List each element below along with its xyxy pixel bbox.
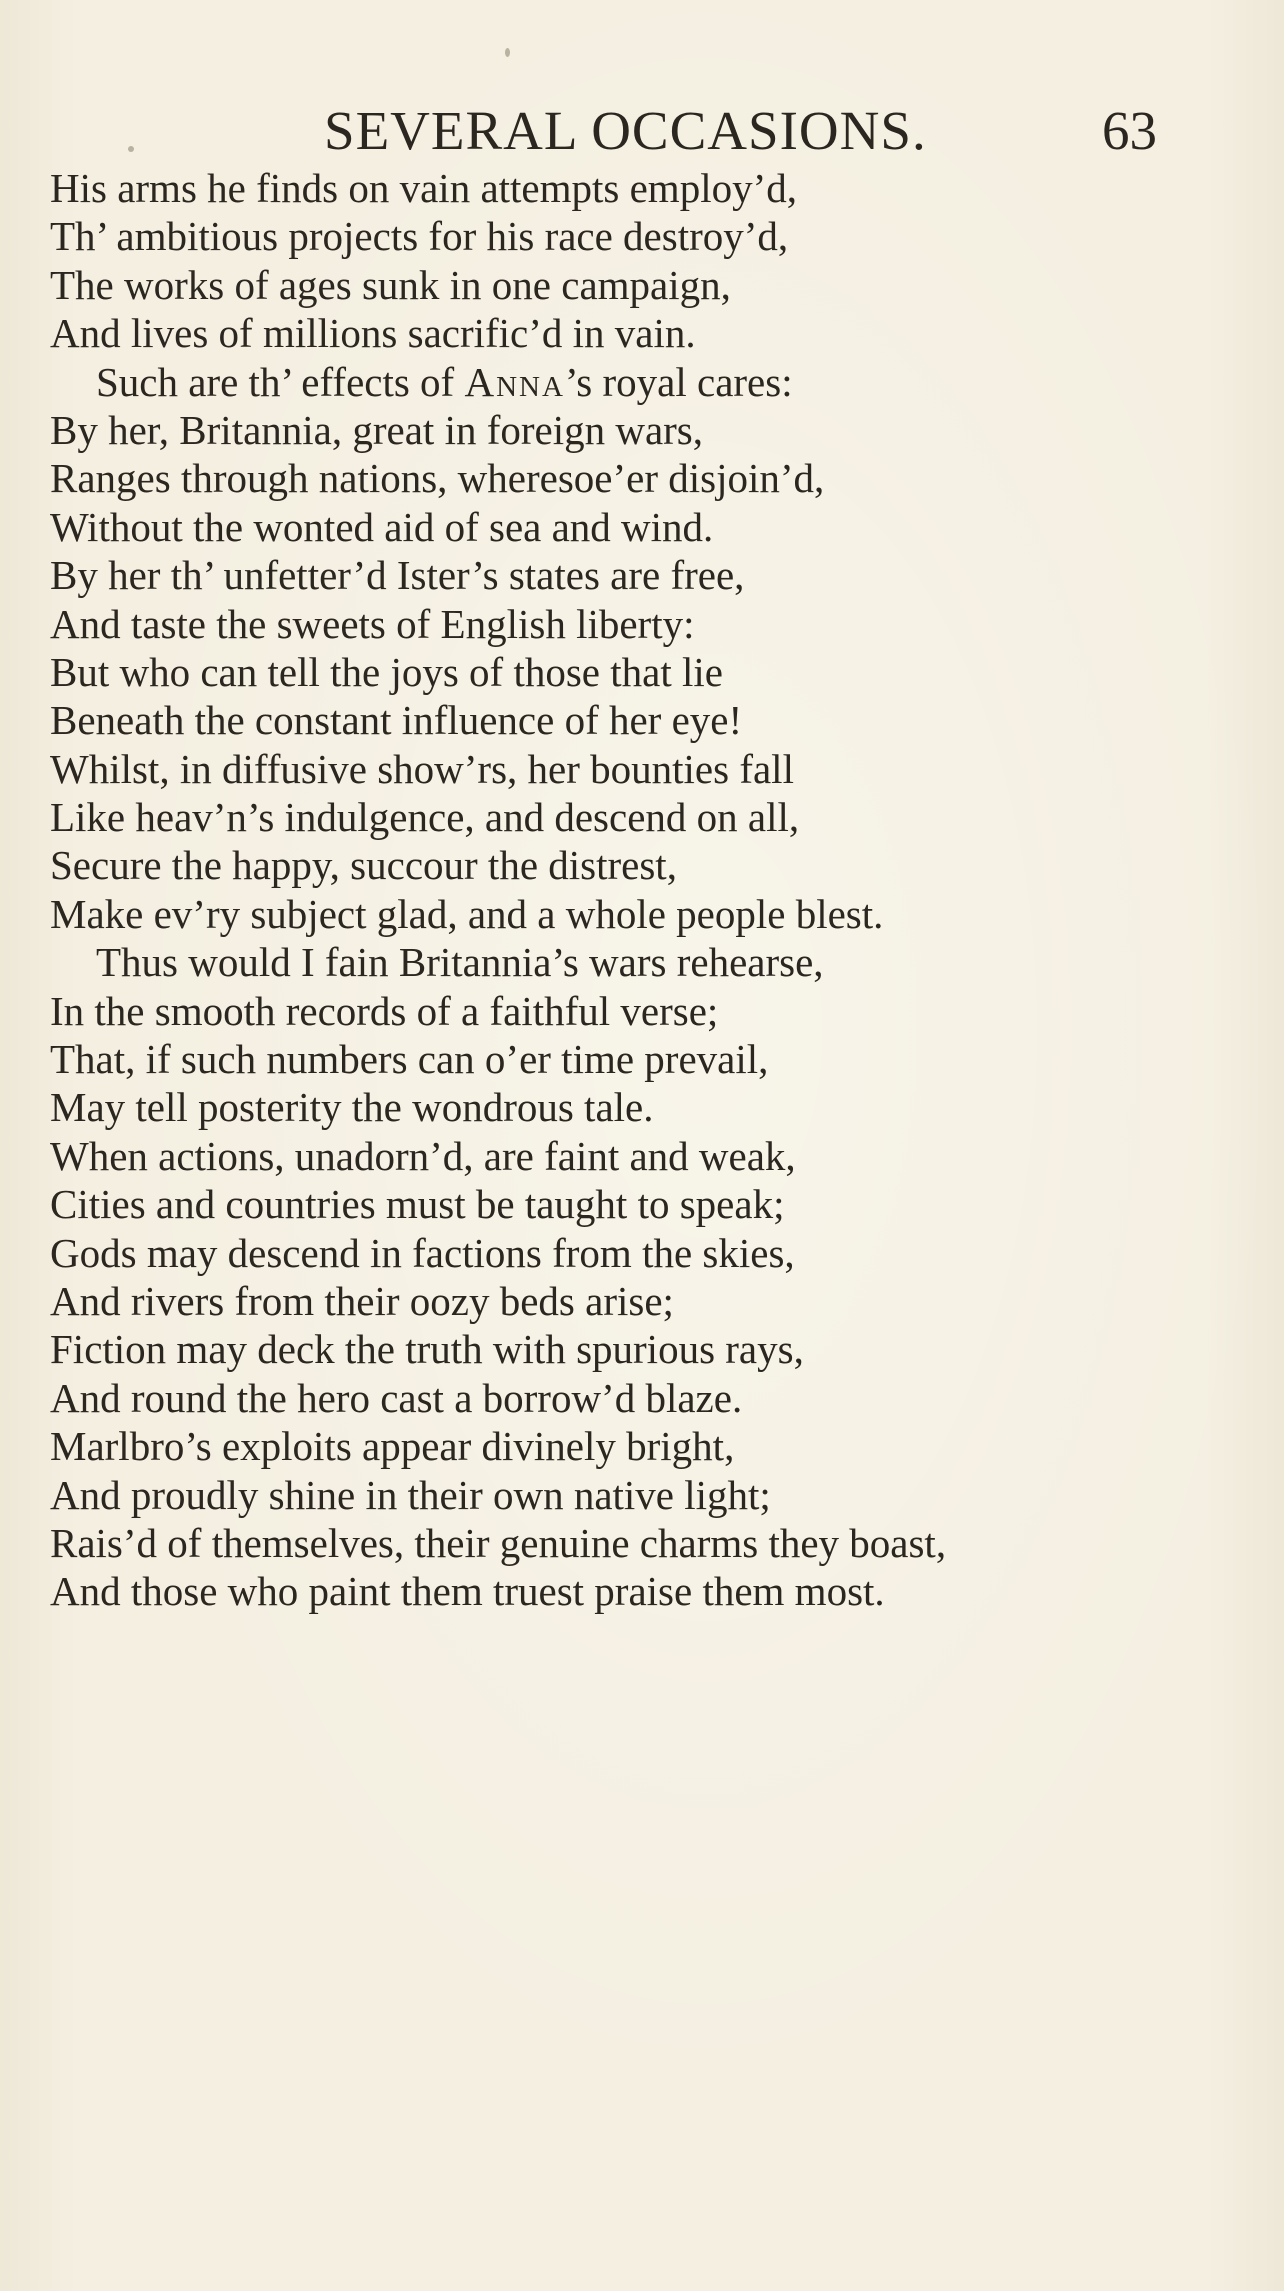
poem-line-text: The works of ages sunk in one campaign, [50,261,731,308]
poem-line [50,406,1230,454]
poem-line [50,1132,1230,1180]
poem-line [50,987,1230,1035]
poem-text [50,164,1230,1616]
poem-line-text: By her, Britannia, great in foreign wars, [50,406,704,453]
poem-line-text: And lives of millions sacrific’d in vain. [50,310,696,357]
poem-line [50,551,1230,599]
ink-speck [505,48,510,57]
poem-line [50,1325,1230,1373]
poem-line [50,1422,1230,1470]
poem-line [50,648,1230,696]
poem-line-text: May tell posterity the wondrous tale. [50,1084,654,1131]
poem-line [50,1035,1230,1083]
poem-line-text: Rais’d of themselves, their genuine charms they boast, [50,1519,947,1566]
poem-line [50,1229,1230,1277]
poem-line-text: Cities and countries must be taught to speak; [50,1181,785,1228]
poem-line [50,358,1230,406]
poem-line-text: Th’ ambitious projects for his race destroy’d, [50,213,789,260]
poem-line-text: Marlbro’s exploits appear divinely bright, [50,1423,735,1470]
poem-line [50,1567,1230,1615]
poem-line-text: Whilst, in diffusive show’rs, her bounties fall [50,745,794,792]
poem-line-text: But who can tell the joys of those that lie [50,648,723,695]
poem-name-smallcaps: Anna [464,358,565,405]
poem-line-text: And taste the sweets of English liberty: [50,600,695,647]
poem-line [50,261,1230,309]
poem-line-text: That, if such numbers can o’er time prevail, [50,1036,769,1083]
poem-line [50,1277,1230,1325]
poem-line [50,841,1230,889]
page-header [0,96,1284,166]
poem-line-text: His arms he finds on vain attempts employ’d, [50,165,797,211]
poem-line [50,503,1230,551]
poem-line-text: In the smooth records of a faithful verse; [50,987,719,1034]
poem-line [50,1471,1230,1519]
poem-line-text: Thus would I fain Britannia’s wars rehearse, [96,939,824,986]
poem-line [50,1180,1230,1228]
poem-line-text-continued: ’s royal cares: [564,358,793,405]
poem-line-text: Make ev’ry subject glad, and a whole people blest. [50,890,884,937]
poem-line-text: By her th’ unfetter’d Ister’s states are free, [50,552,745,599]
poem-line-text: When actions, unadorn’d, are faint and weak, [50,1132,796,1179]
page-number: 63 [1102,100,1157,161]
poem-line-text: And round the hero cast a borrow’d blaze. [50,1374,743,1421]
poem-line-text: Beneath the constant influence of her eye! [50,697,743,744]
poem-line-text: Like heav’n’s indulgence, and descend on all, [50,794,800,841]
poem-line [50,309,1230,357]
poem-line [50,164,1230,212]
poem-line [50,793,1230,841]
poem-line-text: Gods may descend in factions from the skies, [50,1229,795,1276]
poem-line-text: And rivers from their oozy beds arise; [50,1277,674,1324]
poem-line-text: Without the wonted aid of sea and wind. [50,503,714,550]
poem-line [50,1083,1230,1131]
poem-line-text: And those who paint them truest praise them most. [50,1568,885,1615]
poem-line [50,938,1230,986]
poem-line [50,696,1230,744]
poem-line [50,600,1230,648]
poem-line [50,1374,1230,1422]
poem-line [50,1519,1230,1567]
poem-line-text: Ranges through nations, wheresoe’er disjoin’d, [50,455,825,502]
poem-line [50,890,1230,938]
poem-line [50,212,1230,260]
poem-line-text: Secure the happy, succour the distrest, [50,842,677,889]
poem-line [50,745,1230,793]
poem-line-text: Fiction may deck the truth with spurious rays, [50,1326,804,1373]
running-head: SEVERAL OCCASIONS. [324,100,927,161]
poem-line-text: And proudly shine in their own native light; [50,1471,771,1518]
poem-line-text: Such are th’ effects of [96,358,465,405]
poem-line [50,454,1230,502]
